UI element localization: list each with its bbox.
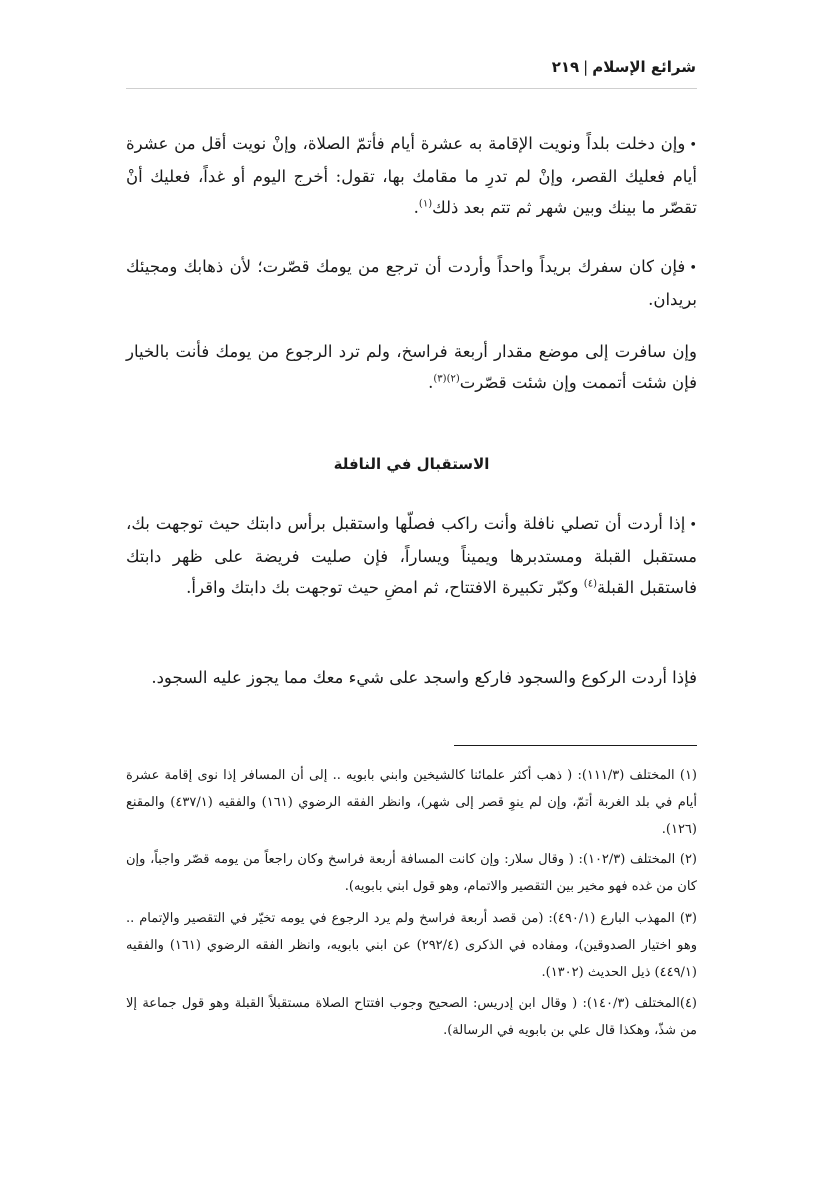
paragraph-text: فإذا أردت الركوع والسجود فاركع واسجد على شيء معك مما يجوز عليه السجود. bbox=[151, 668, 697, 687]
paragraph-barid bbox=[126, 251, 697, 315]
footnote-2: (٢) المختلف (١٠٢/٣): ( وقال سلار: وإن كانت المسافة أربعة فراسخ وكان راجعاً من يومه قصّر واجباً، وإن كان من غده فهو مخير بين التقصير والاتمام، وهو قول ابني بابويه). bbox=[126, 852, 697, 894]
paragraph-text: فإن كان سفرك بريداً واحداً وأردت أن ترجع من يومك قصّرت؛ لأن ذهابك ومجيئك بريدان. bbox=[126, 257, 697, 309]
bullet-marker: • bbox=[689, 138, 697, 153]
paragraph-text-continued: وكبّر تكبيرة الافتتاح، ثم امضِ حيث توجهت بك دابتك واقرأ. bbox=[186, 578, 579, 597]
paragraph-ruku-sujud bbox=[126, 662, 697, 693]
paragraph-end: . bbox=[413, 198, 419, 217]
header-rule bbox=[126, 88, 697, 89]
running-header bbox=[126, 58, 696, 76]
section-heading: الاستقبال في النافلة bbox=[333, 455, 490, 473]
footnote-3: (٣) المهذب البارع (٤٩٠/١): (من قصد أربعة فراسخ ولم يرد الرجوع في يومه تخيّر في التقصير والإتمام .. وهو اختيار الصدوقين)، ومفاده في الذكرى (٢٩٢/٤) عن ابني بابويه، وانظر الفقه الرضوي (١٦١) والفقيه (٤٤٩/١) ذيل الحديث (١٣٠٢). bbox=[126, 911, 697, 980]
paragraph-text: وإن دخلت بلداً ونويت الإقامة به عشرة أيام فأتمّ الصلاة، وإنْ نويت أقل من عشرة أيام فعليك القصر، وإنْ لم تدرِ ما مقامك بها، تقول: أخرج اليوم أو غداً، فعليك أنْ تقصّر ما بينك وبين شهر ثم تتم بعد ذلك bbox=[126, 134, 697, 217]
footnote-ref[interactable]: (١) bbox=[418, 198, 433, 210]
paragraph-residence bbox=[126, 128, 697, 223]
footnote-ref[interactable]: (٢)(٣) bbox=[433, 373, 460, 385]
footnote-ref[interactable]: (٤) bbox=[583, 578, 597, 590]
footnote-4: (٤)المختلف (١٤٠/٣): ( وقال ابن إدريس: الصحيح وجوب افتتاح الصلاة مستقبلاً القبلة وهو قول جماعة إلا من شذّ، وهكذا قال علي بن بابويه في الرسالة). bbox=[126, 996, 697, 1038]
footnote-separator bbox=[454, 745, 697, 746]
footnote-1: (١) المختلف (١١١/٣): ( ذهب أكثر علمائنا كالشيخين وابني بابويه .. إلى أن المسافر إذا نوى إقامة عشرة أيام في بلد الغربة أتمّ، وإن لم ينوِ قصر إلى شهر)، وانظر الفقه الرضوي (١٦١) والفقيه (٤٣٧/١) والمقنع (١٢٦). bbox=[126, 768, 697, 837]
header-separator: | bbox=[583, 58, 589, 76]
page-number: ٢١٩ bbox=[551, 58, 580, 76]
paragraph-nafila-riding bbox=[126, 508, 697, 603]
paragraph-text: وإن سافرت إلى موضع مقدار أربعة فراسخ، ولم ترد الرجوع من يومك فأنت بالخيار فإن شئت أتممت وإن شئت قصّرت bbox=[126, 342, 697, 392]
paragraph-text: إذا أردت أن تصلي نافلة وأنت راكب فصلّها واستقبل برأس دابتك حيث توجهت بك، مستقبل القبلة ومستدبرها ويميناً ويساراً، فإن صليت فريضة على ظهر دابتك فاستقبل القبلة bbox=[126, 514, 697, 597]
paragraph-four-farsakh bbox=[126, 336, 697, 398]
bullet-marker: • bbox=[689, 518, 697, 533]
bullet-marker: • bbox=[689, 261, 697, 276]
book-title: شرائع الإسلام bbox=[592, 58, 696, 76]
paragraph-end: . bbox=[428, 373, 434, 392]
